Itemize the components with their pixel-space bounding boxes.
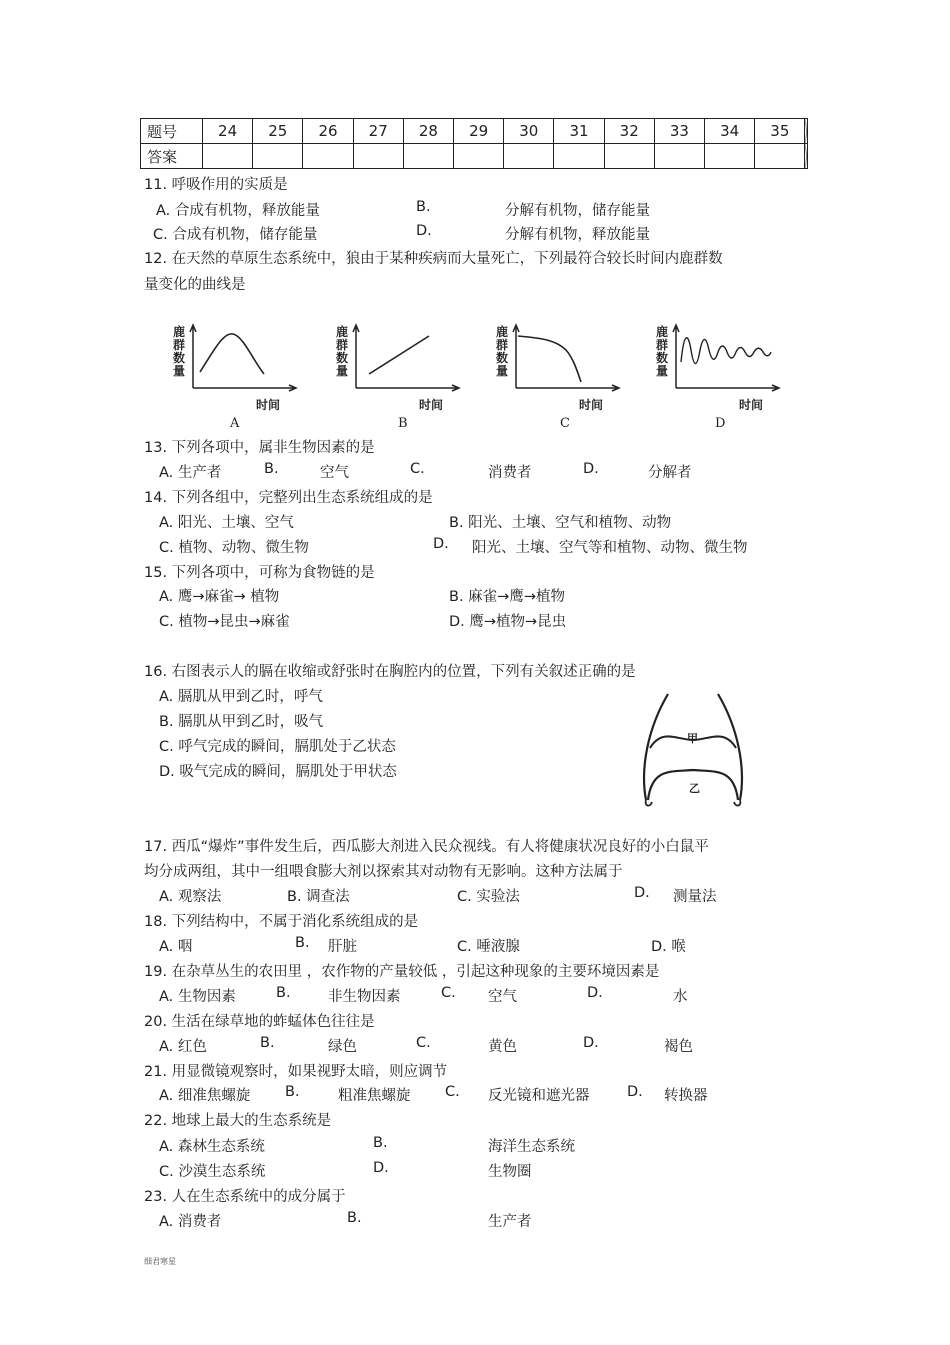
q18-option-b-letter: B. bbox=[295, 935, 310, 951]
answer-cell[interactable] bbox=[604, 144, 654, 169]
q13-option-d-letter: D. bbox=[583, 461, 599, 477]
graph-a-ylabel: 鹿 群 数 量 bbox=[173, 325, 186, 378]
q14-option-c: C. 植物、动物、微生物 bbox=[159, 540, 309, 556]
q18-option-d: D. 喉 bbox=[651, 939, 686, 955]
q11-option-d: 分解有机物，释放能量 bbox=[505, 227, 650, 243]
q20-stem: 20. 生活在绿草地的蚱蜢体色往往是 bbox=[144, 1014, 375, 1030]
q22-stem: 22. 地球上最大的生态系统是 bbox=[144, 1113, 332, 1129]
table-cell-slash bbox=[805, 144, 808, 169]
q20-option-b: 绿色 bbox=[328, 1039, 357, 1055]
table-row bbox=[141, 119, 808, 144]
q20-option-a: A. 红色 bbox=[159, 1039, 207, 1055]
curve-d bbox=[681, 338, 771, 364]
answer-cell[interactable] bbox=[654, 144, 704, 169]
table-cell: 27 bbox=[353, 119, 403, 144]
q17-stem: 17. 西瓜“爆炸”事件发生后，西瓜膨大剂进入民众视线。有人将健康状况良好的小白鼠平 bbox=[144, 839, 709, 855]
q19-option-a: A. 生物因素 bbox=[159, 989, 236, 1005]
diaphragm-figure bbox=[638, 688, 748, 810]
q17-option-a: A. 观察法 bbox=[159, 889, 222, 905]
q17-option-d-letter: D. bbox=[634, 885, 650, 901]
q16-option-c: C. 呼气完成的瞬间，膈肌处于乙状态 bbox=[159, 739, 396, 755]
answer-cell[interactable] bbox=[705, 144, 755, 169]
table-cell: 33 bbox=[654, 119, 704, 144]
q22-option-a: A. 森林生态系统 bbox=[159, 1139, 265, 1155]
label-yi: 乙 bbox=[689, 782, 700, 795]
q11-option-c: C. 合成有机物，储存能量 bbox=[153, 227, 318, 243]
q21-option-b: 粗准焦螺旋 bbox=[338, 1088, 411, 1104]
q12-stem-cont: 量变化的曲线是 bbox=[144, 277, 246, 293]
graph-c-ylabel: 鹿 群 数 量 bbox=[496, 325, 509, 378]
q11-option-b: 分解有机物，储存能量 bbox=[505, 203, 650, 219]
q13-option-b-letter: B. bbox=[264, 461, 279, 477]
answer-cell[interactable] bbox=[554, 144, 604, 169]
q11-option-d-letter: D. bbox=[416, 223, 432, 239]
curve-c bbox=[518, 336, 581, 382]
q15-option-b: B. 麻雀→鹰→植物 bbox=[449, 589, 565, 605]
table-cell: 34 bbox=[705, 119, 755, 144]
q19-option-c: 空气 bbox=[488, 989, 517, 1005]
table-cell: 28 bbox=[403, 119, 453, 144]
q19-stem: 19. 在杂草丛生的农田里 ，农作物的产量较低 ，引起这种现象的主要环境因素是 bbox=[144, 964, 660, 980]
graph-a-letter: A bbox=[230, 416, 240, 431]
footer-text: 细君寒星 bbox=[144, 1257, 176, 1266]
answer-cell[interactable] bbox=[253, 144, 303, 169]
q21-option-d: 转换器 bbox=[664, 1088, 708, 1104]
graph-d-letter: D bbox=[715, 416, 726, 431]
graph-c-letter: C bbox=[560, 416, 570, 431]
q15-stem: 15. 下列各项中，可称为食物链的是 bbox=[144, 565, 375, 581]
graph-c-xlabel: 时间 bbox=[579, 398, 604, 412]
answer-cell[interactable] bbox=[504, 144, 554, 169]
q21-option-d-letter: D. bbox=[627, 1084, 643, 1100]
answer-cell[interactable] bbox=[303, 144, 353, 169]
graph-b-ylabel: 鹿 群 数 量 bbox=[336, 325, 349, 378]
q17-stem-cont: 均分成两组，其中一组喂食膨大剂以探索其对动物有无影响。这种方法属于 bbox=[144, 864, 623, 880]
q21-option-a: A. 细准焦螺旋 bbox=[159, 1088, 251, 1104]
q16-option-b: B. 膈肌从甲到乙时，吸气 bbox=[159, 714, 324, 730]
q17-option-b: B. 调查法 bbox=[287, 889, 350, 905]
table-cell: 32 bbox=[604, 119, 654, 144]
q20-option-b-letter: B. bbox=[260, 1035, 275, 1051]
q14-stem: 14. 下列各组中，完整列出生态系统组成的是 bbox=[144, 490, 433, 506]
q23-stem: 23. 人在生态系统中的成分属于 bbox=[144, 1189, 346, 1205]
label-jia: 甲 bbox=[687, 732, 698, 745]
q22-option-b-letter: B. bbox=[373, 1135, 388, 1151]
graph-b-letter: B bbox=[398, 416, 408, 431]
q16-stem: 16. 右图表示人的膈在收缩或舒张时在胸腔内的位置，下列有关叙述正确的是 bbox=[144, 664, 636, 680]
answer-cell[interactable] bbox=[203, 144, 253, 169]
q16-option-a: A. 膈肌从甲到乙时，呼气 bbox=[159, 689, 323, 705]
q18-stem: 18. 下列结构中，不属于消化系统组成的是 bbox=[144, 914, 419, 930]
q12-stem: 12. 在天然的草原生态系统中，狼由于某种疾病而大量死亡，下列最符合较长时间内鹿群数 bbox=[144, 251, 723, 267]
table-cell: 29 bbox=[454, 119, 504, 144]
table-header-number: 题号 bbox=[141, 119, 203, 144]
q15-option-c: C. 植物→昆虫→麻雀 bbox=[159, 614, 290, 630]
q14-option-d-letter: D. bbox=[433, 536, 449, 552]
table-cell: 24 bbox=[203, 119, 253, 144]
q23-option-b-letter: B. bbox=[347, 1210, 362, 1226]
q21-stem: 21. 用显微镜观察时，如果视野太暗，则应调节 bbox=[144, 1064, 448, 1080]
q19-option-b: 非生物因素 bbox=[328, 989, 401, 1005]
q22-option-d-letter: D. bbox=[373, 1160, 389, 1176]
table-header-answer: 答案 bbox=[141, 144, 203, 169]
table-cell: 26 bbox=[303, 119, 353, 144]
q18-option-a: A. 咽 bbox=[159, 939, 193, 955]
q20-option-c: 黄色 bbox=[488, 1039, 517, 1055]
q13-option-c-letter: C. bbox=[410, 461, 425, 477]
answer-cell[interactable] bbox=[454, 144, 504, 169]
q18-option-c: C. 唾液腺 bbox=[457, 939, 520, 955]
table-cell-slash bbox=[805, 119, 808, 144]
q11-option-b-letter: B. bbox=[416, 199, 431, 215]
q20-option-d: 褐色 bbox=[664, 1039, 693, 1055]
answer-cell[interactable] bbox=[403, 144, 453, 169]
curve-b bbox=[369, 336, 429, 374]
table-cell: 35 bbox=[755, 119, 805, 144]
q14-option-d: 阳光、土壤、空气等和植物、动物、微生物 bbox=[472, 540, 748, 556]
q21-option-b-letter: B. bbox=[285, 1084, 300, 1100]
graph-a-xlabel: 时间 bbox=[256, 398, 281, 412]
q22-option-c: C. 沙漠生态系统 bbox=[159, 1164, 266, 1180]
q21-option-c-letter: C. bbox=[445, 1084, 460, 1100]
q17-option-d: 测量法 bbox=[673, 889, 717, 905]
q15-option-d: D. 鹰→植物→昆虫 bbox=[449, 614, 567, 630]
q20-option-d-letter: D. bbox=[583, 1035, 599, 1051]
graph-d-ylabel: 鹿 群 数 量 bbox=[656, 325, 669, 378]
curve-a bbox=[200, 334, 264, 374]
table-cell: 30 bbox=[504, 119, 554, 144]
q19-option-d: 水 bbox=[673, 989, 688, 1005]
q22-option-d: 生物圈 bbox=[488, 1164, 532, 1180]
q19-option-d-letter: D. bbox=[587, 985, 603, 1001]
q13-option-c: 消费者 bbox=[488, 465, 532, 481]
q14-option-b: B. 阳光、土壤、空气和植物、动物 bbox=[449, 515, 672, 531]
q16-option-d: D. 吸气完成的瞬间，膈肌处于甲状态 bbox=[159, 764, 397, 780]
table-cell: 31 bbox=[554, 119, 604, 144]
q23-option-b: 生产者 bbox=[488, 1214, 532, 1230]
q13-stem: 13. 下列各项中，属非生物因素的是 bbox=[144, 440, 375, 456]
q19-option-b-letter: B. bbox=[276, 985, 291, 1001]
q18-option-b: 肝脏 bbox=[328, 939, 357, 955]
answer-cell[interactable] bbox=[755, 144, 805, 169]
q14-option-a: A. 阳光、土壤、空气 bbox=[159, 515, 294, 531]
graph-b-xlabel: 时间 bbox=[419, 398, 444, 412]
q11-stem: 11. 呼吸作用的实质是 bbox=[144, 177, 288, 193]
answer-table bbox=[140, 118, 808, 169]
q17-option-c: C. 实验法 bbox=[457, 889, 520, 905]
q13-option-a: A. 生产者 bbox=[159, 465, 222, 481]
q13-option-d: 分解者 bbox=[648, 465, 692, 481]
q11-option-a: A. 合成有机物，释放能量 bbox=[156, 203, 320, 219]
table-row bbox=[141, 144, 808, 169]
q13-option-b: 空气 bbox=[320, 465, 349, 481]
q19-option-c-letter: C. bbox=[441, 985, 456, 1001]
graph-d-xlabel: 时间 bbox=[739, 398, 764, 412]
q20-option-c-letter: C. bbox=[416, 1035, 431, 1051]
table-cell: 25 bbox=[253, 119, 303, 144]
q22-option-b: 海洋生态系统 bbox=[488, 1139, 575, 1155]
answer-cell[interactable] bbox=[353, 144, 403, 169]
q23-option-a: A. 消费者 bbox=[159, 1214, 222, 1230]
q21-option-c: 反光镜和遮光器 bbox=[488, 1088, 590, 1104]
q15-option-a: A. 鹰→麻雀→ 植物 bbox=[159, 589, 280, 605]
